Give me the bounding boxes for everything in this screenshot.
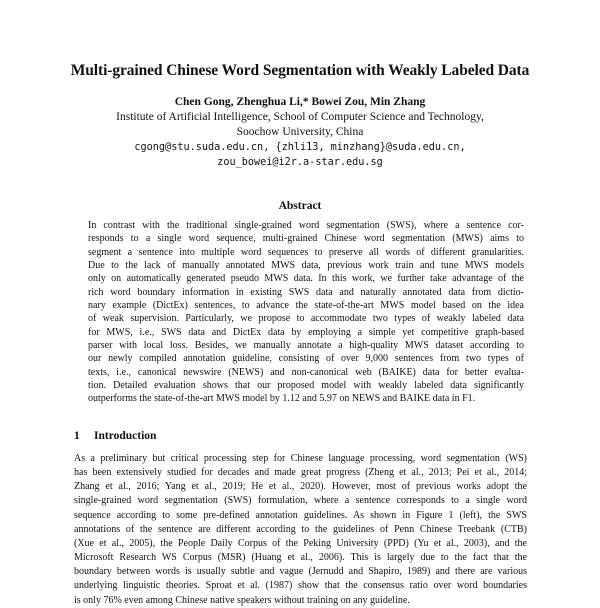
intro-line: has been extensively studied for decades and made great progress (Zheng et al., 2013; Pei et al., 2014; — [74, 467, 527, 479]
abstract-line: parser with local loss. Besides, we manually annotate a high-quality MWS dataset according to — [88, 340, 524, 352]
abstract-line: Due to the lack of manually annotated MWS data, previous work train and tune MWS models — [88, 260, 524, 272]
intro-line: underlying linguistic theories. Sproat et al. (1987) show that the consensus ratio over word boundaries — [74, 580, 527, 592]
section-heading — [74, 430, 156, 442]
abstract-line: of weak supervision. Particularly, we propose to accommodate two types of weakly labeled data — [88, 313, 524, 325]
intro-line: Microsoft Research WS Corpus (MSR) (Huang et al., 2006). This is largely due to the fact that the — [74, 552, 527, 564]
abstract-line: responds to a single word sequence, multi-grained Chinese word segmentation (MWS) aims to — [88, 233, 524, 245]
paper-title: Multi-grained Chinese Word Segmentation with Weakly Labeled Data — [70, 62, 530, 79]
intro-line: annotations of the sentence are different according to the guidelines of Penn Chinese Treebank (CTB) — [74, 523, 527, 535]
email-line-1: cgong@stu.suda.edu.cn, {zhli13, minzhang}@suda.edu.cn, — [134, 142, 466, 153]
author-list: Chen Gong, Zhenghua Li,* Bowei Zou, Min Zhang — [174, 96, 426, 108]
abstract-line: In contrast with the traditional single-grained word segmentation (SWS), where a sentence cor- — [88, 220, 524, 231]
affiliation-line-1: Institute of Artificial Intelligence, School of Computer Science and Technology, — [116, 111, 484, 123]
abstract-line: texts, i.e., canonical newswire (NEWS) and non-canonical web (BAIKE) data for better evalua- — [88, 366, 524, 378]
introduction-body — [74, 452, 527, 608]
abstract-line: segment a sentence into multiple word sequences to preserve all words of different granularities. — [88, 246, 524, 258]
intro-line: (Xue et al., 2005), the People Daily Corpus of the Peking University (PPD) (Yu et al., 2003), and the — [74, 537, 527, 549]
abstract-body — [88, 219, 524, 406]
abstract-line: outperforms the state-of-the-art MWS model by 1.12 and 5.97 on NEWS and BAIKE data in F1. — [88, 393, 476, 405]
intro-line: As a preliminary but critical processing step for Chinese language processing, word segmentation (WS) — [74, 453, 527, 464]
affiliation-line-2: Soochow University, China — [236, 126, 364, 138]
intro-line: is only 76% even among Chinese native speakers without training on any guideline. — [74, 594, 410, 606]
abstract-line: our newly compiled annotation guideline, consisting of over 9,000 sentences from two types of — [88, 353, 524, 365]
abstract-line: nary example (DictEx) sentences, to advance the state-of-the-art MWS model based on the idea — [88, 300, 524, 312]
intro-line: boundary between words is usually subtle and vague (Jernudd and Shapiro, 1989) and there are various — [74, 566, 527, 578]
email-line-2: zou_bowei@i2r.a-star.edu.sg — [217, 157, 383, 168]
abstract-line: only on automatically generated pseudo MWS data. In this work, we further take advantage of the — [88, 273, 524, 285]
abstract-heading: Abstract — [278, 200, 322, 212]
abstract-line: tion. Detailed evaluation shows that our proposed model with weakly labeled data significantly — [88, 380, 524, 392]
abstract-line: for MWS, i.e., SWS data and DictEx data by employing a simple yet competitive graph-based — [88, 326, 524, 338]
section-number: 1 — [74, 430, 80, 442]
abstract-line: rich word boundary information in existing SWS data and naturally annotated data from dictio- — [88, 286, 524, 298]
intro-line: sequence according to some pre-defined annotation guidelines. As shown in Figure 1 (left), the SWS — [74, 509, 527, 521]
intro-line: Zhang et al., 2016; Yang et al., 2019; He et al., 2020). However, most of previous works adopt the — [74, 481, 527, 493]
section-title: Introduction — [94, 430, 157, 442]
intro-line: single-grained word segmentation (SWS) formulation, where a sentence corresponds to a single word — [74, 495, 527, 507]
